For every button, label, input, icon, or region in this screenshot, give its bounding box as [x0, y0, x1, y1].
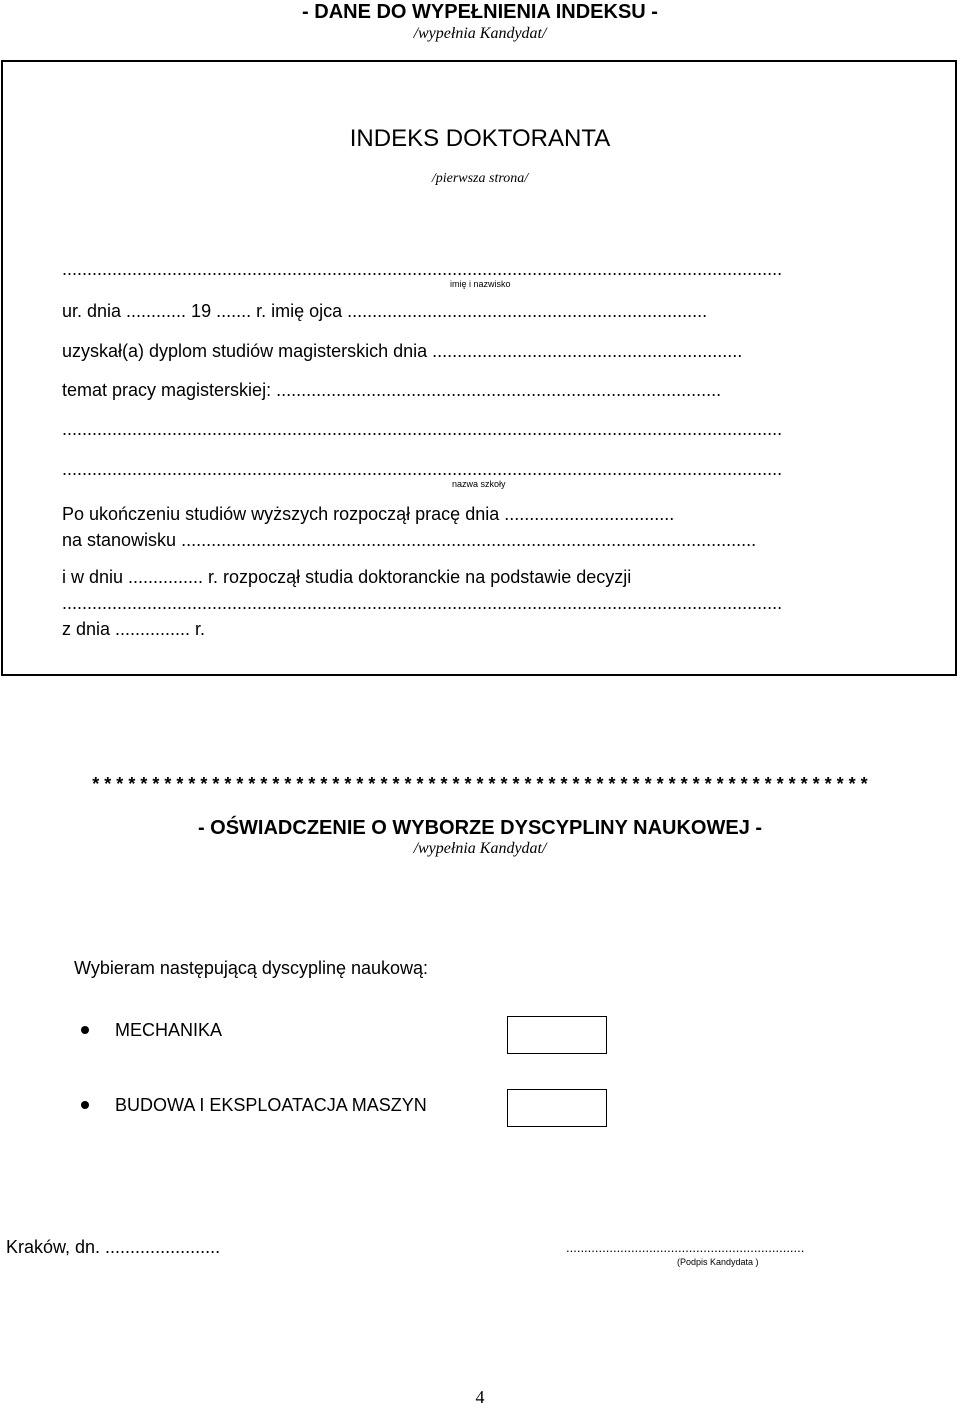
declaration-header: - OŚWIADCZENIE O WYBORZE DYSCYPLINY NAUKOWEJ -: [197, 817, 763, 839]
index-header-note: /wypełnia Kandydat/: [413, 25, 547, 42]
bullet-icon: [81, 1101, 89, 1109]
index-subtitle: /pierwsza strona/: [431, 171, 529, 186]
doctoral-start-line[interactable]: i w dniu ............... r. rozpoczął studia doktoranckie na podstawie decyzji: [62, 567, 632, 587]
thesis-continuation-line[interactable]: ................................................................................................................................................: [62, 419, 783, 439]
birth-line[interactable]: ur. dnia ............ 19 ....... r. imię ojca ........................................................................: [62, 301, 708, 321]
position-line[interactable]: na stanowisku ...................................................................................................................: [62, 530, 757, 550]
declaration-header-note: /wypełnia Kandydat/: [413, 840, 547, 857]
signature-field[interactable]: ..................................................................: [566, 1240, 805, 1255]
name-caption: imię i nazwisko: [450, 279, 511, 289]
bullet-icon: [81, 1026, 89, 1034]
page-number: 4: [475, 1387, 485, 1407]
diploma-line[interactable]: uzyskał(a) dyplom studiów magisterskich dnia ..............................................................: [62, 341, 743, 361]
discipline-prompt: Wybieram następującą dyscyplinę naukową:: [74, 958, 429, 978]
school-line[interactable]: ................................................................................................................................................: [62, 459, 783, 479]
signature-caption: (Podpis Kandydata ): [677, 1257, 759, 1267]
work-start-line[interactable]: Po ukończeniu studiów wyższych rozpoczął pracę dnia ..................................: [62, 504, 675, 524]
asterisk-separator: * * * * * * * * * * * * * * * * * * * * * * * * * * * * * * * * * * * * * * * * * * * * * * * * * * * * * * * * * * * * * * * * *: [92, 774, 868, 794]
option-budowa-checkbox[interactable]: [507, 1089, 607, 1127]
name-line[interactable]: ................................................................................................................................................: [62, 259, 783, 279]
school-caption: nazwa szkoły: [452, 479, 506, 489]
decision-date-line[interactable]: z dnia ............... r.: [62, 619, 206, 639]
thesis-line[interactable]: temat pracy magisterskiej: .........................................................................................: [62, 380, 722, 400]
decision-line[interactable]: ................................................................................................................................................: [62, 593, 783, 613]
index-header: - DANE DO WYPEŁNIENIA INDEKSU -: [302, 1, 658, 23]
option-mechanika-checkbox[interactable]: [507, 1016, 607, 1054]
index-title: INDEKS DOKTORANTA: [349, 125, 611, 152]
option-budowa-label: BUDOWA I EKSPLOATACJA MASZYN: [115, 1095, 427, 1115]
place-date-field[interactable]: Kraków, dn. .......................: [6, 1237, 221, 1257]
option-mechanika-label: MECHANIKA: [115, 1020, 223, 1040]
